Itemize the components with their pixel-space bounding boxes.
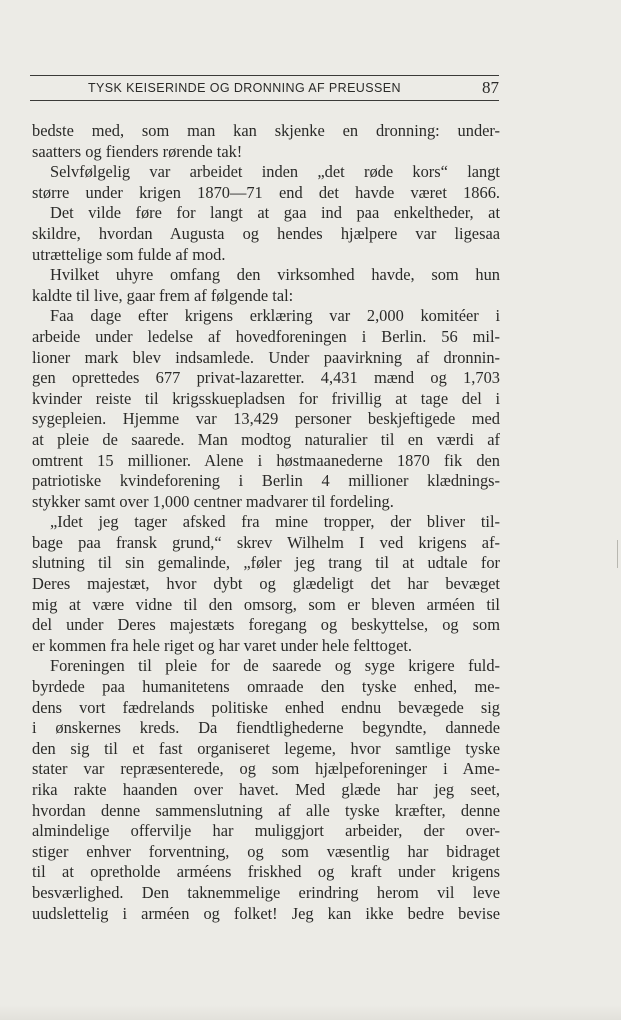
text-line: „Idet jeg tager afsked fra mine tropper, der bliver til- bbox=[50, 512, 500, 532]
text-line: den sig til et fast organiseret legeme, hvor samtlige tyske bbox=[32, 738, 500, 758]
running-title: TYSK KEISERINDE OG DRONNING AF PREUSSEN bbox=[88, 81, 401, 95]
text-line: bage paa fransk grund,“ skrev Wilhelm I ved krigens af- bbox=[32, 532, 500, 552]
text-line: Selvfølgelig var arbeidet inden „det røde kors“ langt bbox=[50, 162, 500, 182]
text-line: bedste med, som man kan skjenke en dronning: under- bbox=[32, 121, 500, 140]
text-line: del under Deres majestæts foregang og beskyttelse, og som bbox=[32, 615, 500, 635]
header-rule-top bbox=[30, 75, 499, 76]
text-line: større under krigen 1870—71 end det havde været 1866. bbox=[32, 182, 500, 202]
text-line: Faa dage efter krigens erklæring var 2,000 komitéer i bbox=[50, 306, 500, 326]
page-bottom-shadow bbox=[0, 1005, 621, 1020]
text-line: lioner mark blev indsamlede. Under paavirkning af dronnin- bbox=[32, 347, 500, 367]
text-line: patriotiske kvindeforening i Berlin 4 millioner klædnings- bbox=[32, 471, 500, 491]
text-line: Hvilket uhyre omfang den virksomhed havde, som hun bbox=[50, 265, 500, 285]
text-line: slutning til sin gemalinde, „føler jeg trang til at udtale for bbox=[32, 553, 500, 573]
text-line: i ønskernes kreds. Da fiendtlighederne begyndte, dannede bbox=[32, 718, 500, 738]
text-line: at pleie de saarede. Man modtog naturalier til en værdi af bbox=[32, 429, 500, 449]
text-line: kvinder reiste til krigsskuepladsen for frivillig at tage del i bbox=[32, 388, 500, 408]
text-line: utrættelige som fulde af mod. bbox=[32, 244, 226, 264]
text-line: omtrent 15 millioner. Alene i høstmaanederne 1870 fik den bbox=[32, 450, 500, 470]
text-line: besværlighed. Den taknemmelige erindring herom vil leve bbox=[32, 882, 500, 902]
text-line: stater var repræsenterede, og som hjælpeforeninger i Ame- bbox=[32, 759, 500, 779]
text-line: almindelige offervilje har muliggjort arbeider, der over- bbox=[32, 821, 500, 841]
text-line: dens vort fædrelands politiske enhed endnu bevægede sig bbox=[32, 697, 500, 717]
text-line: stiger enhver forventning, og som væsentlig har bidraget bbox=[32, 841, 500, 861]
text-line: saatters og fienders rørende tak! bbox=[32, 141, 243, 161]
text-line: Det vilde føre for langt at gaa ind paa enkeltheder, at bbox=[50, 203, 500, 223]
text-line: sygepleien. Hjemme var 13,429 personer beskjeftigede med bbox=[32, 409, 500, 429]
text-line: gen oprettedes 677 privat-lazaretter. 4,431 mænd og 1,703 bbox=[32, 368, 500, 388]
body-text bbox=[32, 121, 500, 924]
text-line: byrdede paa humanitetens omraade den tyske enhed, me- bbox=[32, 677, 500, 697]
text-line: arbeide under ledelse af hovedforeningen i Berlin. 56 mil- bbox=[32, 326, 500, 346]
text-line: skildre, hvordan Augusta og hendes hjælpere var ligesaa bbox=[32, 223, 500, 243]
text-line: Foreningen til pleie for de saarede og syge krigere fuld- bbox=[50, 656, 500, 676]
text-line: kaldte til live, gaar frem af følgende tal: bbox=[32, 285, 294, 305]
header-rule-bottom bbox=[30, 100, 499, 101]
text-line: Deres majestæt, hvor dybt og glædeligt det har bevæget bbox=[32, 574, 500, 594]
text-line: mig at være vidne til den omsorg, som er bleven arméen til bbox=[32, 594, 500, 614]
text-line: uudslettelig i arméen og folket! Jeg kan ikke bedre bevise bbox=[32, 903, 500, 923]
text-line: stykker samt over 1,000 centner madvarer til fordeling. bbox=[32, 491, 394, 511]
page-number: 87 bbox=[482, 78, 499, 97]
text-line: hvordan denne sammenslutning af alle tyske kræfter, denne bbox=[32, 800, 500, 820]
page-edge-mark bbox=[617, 540, 618, 568]
text-line: er kommen fra hele riget og har varet under hele felttoget. bbox=[32, 635, 413, 655]
text-line: til at opretholde arméens friskhed og kraft under krigens bbox=[32, 862, 500, 882]
text-line: rika rakte haanden over havet. Med glæde har jeg seet, bbox=[32, 780, 500, 799]
running-head bbox=[30, 78, 499, 98]
